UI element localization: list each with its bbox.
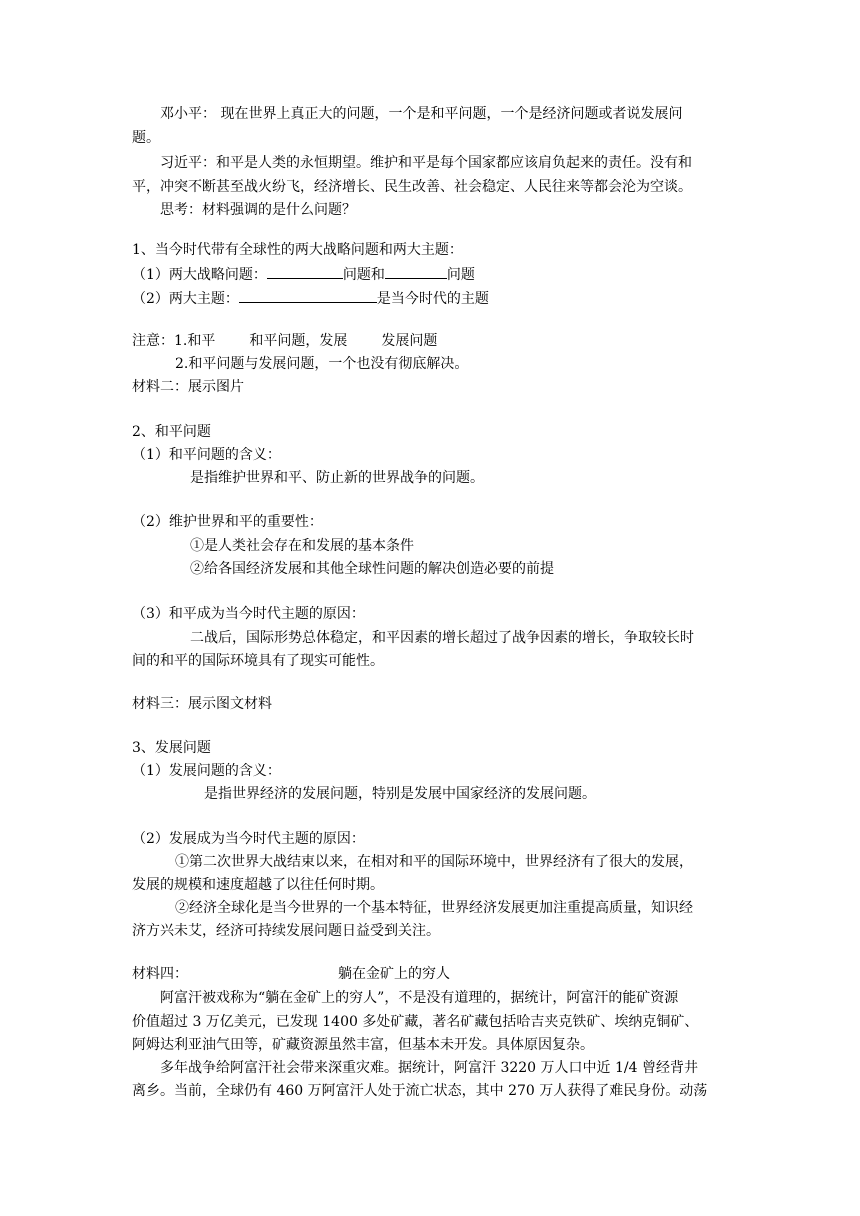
- section-3-a2-4: 济方兴未艾，经济可持续发展问题日益受到关注。: [132, 923, 440, 939]
- material-2-label: 材料二：展示图片: [132, 379, 244, 395]
- section-2-heading: 2、和平问题: [132, 424, 211, 440]
- material-4-p1-line-1: 阿富汗被戏称为“躺在金矿上的穷人”，不是没有道理的，据统计，阿富汗的能矿资源: [160, 990, 679, 1006]
- material-4-label: 材料四：: [132, 966, 188, 982]
- material-4-p2-line-2: 离乡。当前，全球仍有 460 万阿富汗人处于流亡状态，其中 270 万人获得了难民身份。动荡: [132, 1083, 708, 1099]
- xi-quote-line-1: 习近平：和平是人类的永恒期望。维护和平是每个国家都应该肩负起来的责任。没有和: [160, 155, 692, 171]
- section-3-a2-3: ②经济全球化是当今世界的一个基本特征，世界经济发展更加注重提高质量，知识经: [175, 900, 693, 916]
- section-2-a1: 是指维护世界和平、防止新的世界战争的问题。: [190, 470, 484, 486]
- note-line-1: [132, 331, 437, 351]
- section-2-a2-2: ②给各国经济发展和其他全球性问题的解决创造必要的前提: [190, 561, 554, 577]
- fill-blank-2[interactable]: [385, 264, 447, 279]
- material-4-p1-line-2: 价值超过 3 万亿美元，已发现 1400 多处矿藏，著名矿藏包括哈吉夹克铁矿、埃纳克铜矿、: [132, 1014, 699, 1030]
- section-3-q2: （2）发展成为当今时代主题的原因：: [132, 831, 365, 847]
- section-1-heading: 1、当今时代带有全球性的两大战略问题和两大主题：: [132, 242, 463, 258]
- xi-quote-line-2: 平，冲突不断甚至战火纷飞，经济增长、民生改善、社会稳定、人民往来等都会沦为空谈。: [132, 179, 692, 195]
- fill-blank-1[interactable]: [267, 264, 343, 279]
- section-3-a1: 是指世界经济的发展问题，特别是发展中国家经济的发展问题。: [204, 786, 596, 802]
- section-2-a2-1: ①是人类社会存在和发展的基本条件: [190, 538, 414, 554]
- item-1-mid: 问题和: [342, 267, 385, 283]
- note-line-2: 2.和平问题与发展问题，一个也没有彻底解决。: [175, 356, 469, 372]
- item-2-label: （2）两大主题：: [132, 291, 239, 307]
- deng-quote-line-2: 题。: [132, 130, 160, 146]
- note-part-a: 注意：1.和平: [132, 333, 216, 349]
- material-4-p2-line-1: 多年战争给阿富汗社会带来深重灾难。据统计，阿富汗 3220 万人口中近 1/4 曾经背井: [160, 1060, 698, 1076]
- section-2-q3: （3）和平成为当今时代主题的原因：: [132, 606, 365, 622]
- section-3-a2-1: ①第二次世界大战结束以来，在相对和平的国际环境中，世界经济有了很大的发展，: [175, 854, 693, 870]
- section-1-item-1: [132, 264, 475, 284]
- fill-blank-3[interactable]: [239, 288, 377, 303]
- item-1-label: （1）两大战略问题：: [132, 267, 267, 283]
- section-1-item-2: [132, 288, 489, 308]
- item-1-end: 问题: [446, 267, 475, 283]
- section-2-a3-1: 二战后，国际形势总体稳定，和平因素的增长超过了战争因素的增长，争取较长时: [190, 630, 694, 646]
- section-3-heading: 3、发展问题: [132, 740, 211, 756]
- note-part-b: 和平问题，发展: [249, 333, 348, 349]
- note-part-c: 发展问题: [381, 333, 438, 349]
- think-question: 思考：材料强调的是什么问题？: [160, 202, 356, 218]
- section-3-a2-2: 发展的规模和速度超越了以往任何时期。: [132, 877, 384, 893]
- section-2-q1: （1）和平问题的含义：: [132, 447, 281, 463]
- section-2-q2: （2）维护世界和平的重要性：: [132, 514, 323, 530]
- material-4-p1-line-3: 阿姆达利亚油气田等，矿藏资源虽然丰富，但基本未开发。具体原因复杂。: [132, 1037, 594, 1053]
- section-2-a3-2: 间的和平的国际环境具有了现实可能性。: [132, 653, 384, 669]
- section-3-q1: （1）发展问题的含义：: [132, 763, 281, 779]
- deng-quote-line-1: 邓小平： 现在世界上真正大的问题，一个是和平问题，一个是经济问题或者说发展问: [160, 106, 683, 122]
- material-3-label: 材料三：展示图文材料: [132, 696, 272, 712]
- item-2-end: 是当今时代的主题: [376, 291, 489, 307]
- material-4-title: 躺在金矿上的穷人: [338, 966, 450, 982]
